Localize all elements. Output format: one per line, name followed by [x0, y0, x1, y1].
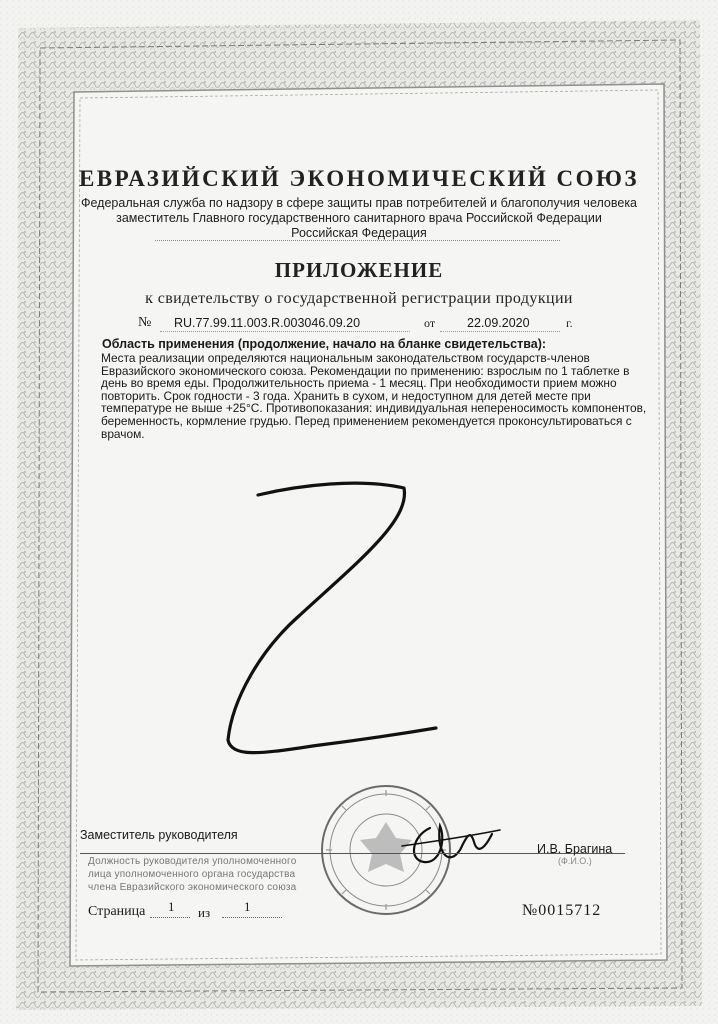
- page-total-underline: [222, 917, 282, 918]
- page-current: 1: [168, 899, 175, 914]
- registration-number: RU.77.99.11.003.R.003046.09.20: [174, 316, 361, 330]
- agency-line-1: Федеральная служба по надзору в сфере защиты прав потребителей и благополучия человека: [80, 196, 638, 210]
- date-label: от: [424, 316, 436, 330]
- scope-line: Евразийского экономического союза. Рекомендации по применению: взрослым по 1 таблетке в: [101, 363, 630, 378]
- position-note: Должность руководителя уполномоченного: [88, 856, 297, 867]
- year-suffix: г.: [566, 316, 573, 330]
- position-note: лица уполномоченного органа государства: [88, 869, 296, 880]
- registration-date: 22.09.2020: [467, 316, 530, 330]
- position-note: члена Евразийского экономического союза: [88, 882, 297, 893]
- signer-name: И.В. Брагина: [537, 842, 613, 856]
- scope-line: температуре не выше +25°С. Противопоказания: индивидуальная непереносимость компонентов,: [101, 401, 647, 416]
- serial-number: №0015712: [522, 902, 602, 919]
- scope-line: врачом.: [101, 426, 145, 441]
- union-title: ЕВРАЗИЙСКИЙ ЭКОНОМИЧЕСКИЙ СОЮЗ: [78, 166, 640, 191]
- scope-line: Места реализации определяются национальным законодательством государств-членов: [101, 351, 590, 365]
- scope-line: день во время еды. Продолжительность приема - 1 месяц. При необходимости прием можно: [101, 376, 617, 391]
- page-label: Страница: [88, 904, 146, 919]
- page-of-label: из: [198, 905, 211, 920]
- page-total: 1: [244, 899, 251, 914]
- fio-note: (Ф.И.О.): [558, 856, 592, 866]
- scope-heading: Область применения (продолжение, начало на бланке свидетельства):: [102, 337, 547, 351]
- scope-line: повторить. Срок годности - 3 года. Хранить в сухом, и недоступном для детей месте при: [101, 388, 591, 403]
- page-current-underline: [150, 917, 190, 918]
- agency-line-2: заместитель Главного государственного санитарного врача Российской Федерации: [116, 211, 602, 225]
- annex-title: ПРИЛОЖЕНИЕ: [274, 258, 444, 282]
- number-label: №: [138, 315, 152, 330]
- annex-subtitle: к свидетельству о государственной регистрации продукции: [145, 290, 573, 307]
- agency-line-3: Российская Федерация: [291, 226, 427, 240]
- signer-position: Заместитель руководителя: [80, 828, 238, 842]
- scope-line: беременность, кормление грудью. Перед применением рекомендуется проконсультироваться с: [101, 413, 632, 428]
